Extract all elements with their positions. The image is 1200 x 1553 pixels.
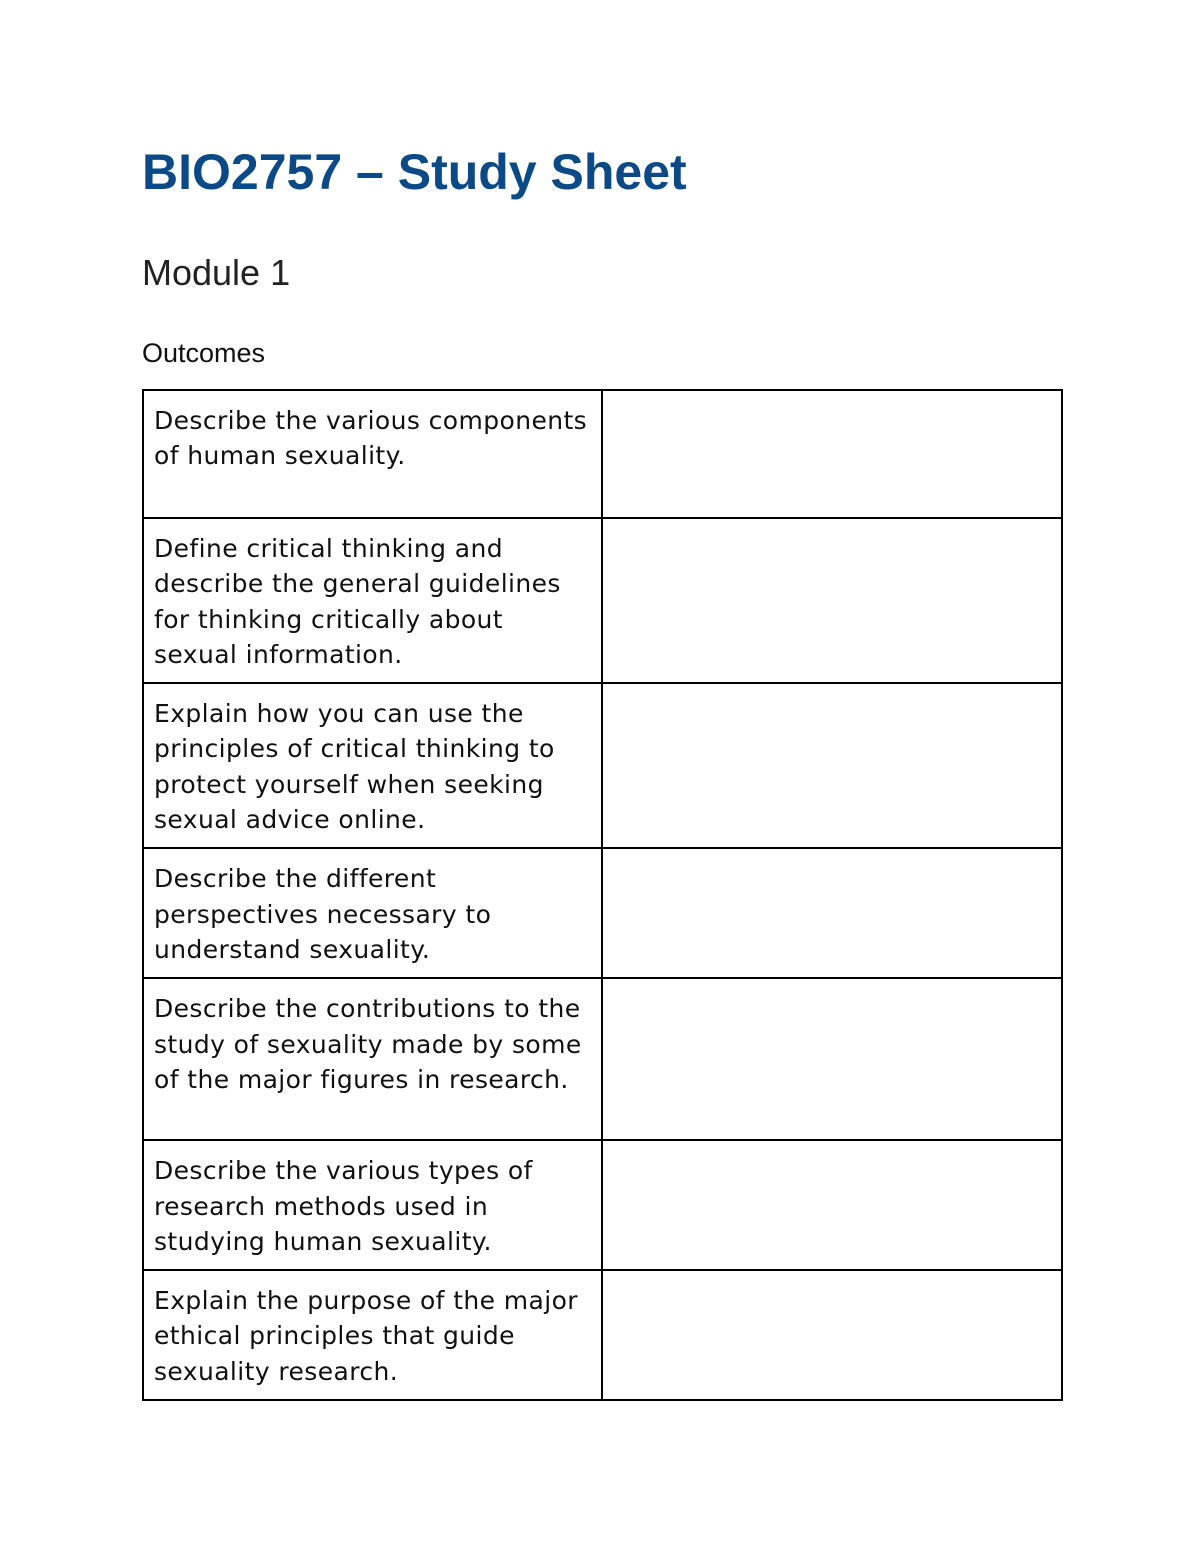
outcome-text: Describe the various components of human sexuality. bbox=[143, 390, 602, 518]
answer-cell bbox=[602, 683, 1062, 848]
outcome-text: Describe the different perspectives necessary to understand sexuality. bbox=[143, 848, 602, 978]
table-row bbox=[143, 1270, 1062, 1400]
answer-cell bbox=[602, 978, 1062, 1140]
outcome-text: Explain the purpose of the major ethical principles that guide sexuality research. bbox=[143, 1270, 602, 1400]
table-row bbox=[143, 848, 1062, 978]
answer-cell bbox=[602, 518, 1062, 683]
answer-cell bbox=[602, 1140, 1062, 1270]
outcome-text: Describe the various types of research methods used in studying human sexuality. bbox=[143, 1140, 602, 1270]
answer-cell bbox=[602, 848, 1062, 978]
page-title: BIO2757 – Study Sheet bbox=[142, 144, 687, 200]
table-row bbox=[143, 390, 1062, 518]
outcome-text: Define critical thinking and describe the general guidelines for thinking critically about sexual information. bbox=[143, 518, 602, 683]
answer-cell bbox=[602, 390, 1062, 518]
outcome-text: Explain how you can use the principles of critical thinking to protect yourself when seeking sexual advice online. bbox=[143, 683, 602, 848]
answer-cell bbox=[602, 1270, 1062, 1400]
outcomes-heading: Outcomes bbox=[142, 338, 266, 368]
outcomes-table bbox=[142, 389, 1063, 1401]
table-row bbox=[143, 978, 1062, 1140]
outcome-text: Describe the contributions to the study of sexuality made by some of the major figures in research. bbox=[143, 978, 602, 1140]
table-row bbox=[143, 683, 1062, 848]
module-heading: Module 1 bbox=[142, 252, 291, 293]
table-row bbox=[143, 518, 1062, 683]
table-row bbox=[143, 1140, 1062, 1270]
